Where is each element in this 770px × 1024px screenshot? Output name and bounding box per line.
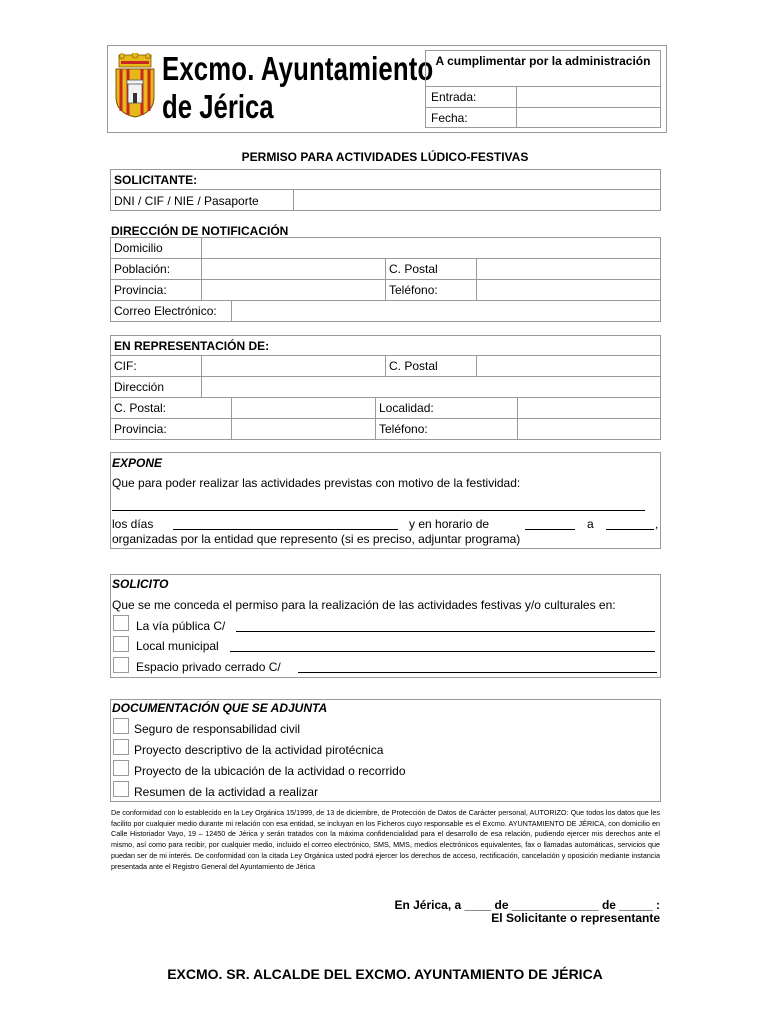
rep-cpostal-field[interactable] — [478, 357, 660, 375]
cpostal-label: C. Postal — [389, 262, 438, 276]
correo-label: Correo Electrónico: — [114, 304, 217, 318]
cif-label: CIF: — [114, 359, 137, 373]
expone-heading: EXPONE — [112, 456, 163, 470]
dias-field[interactable] — [173, 529, 398, 530]
rep-telefono-label: Teléfono: — [379, 422, 428, 436]
direccion-field[interactable] — [203, 378, 660, 396]
rep-cpostal2-field[interactable] — [233, 399, 374, 417]
admin-divider — [425, 107, 661, 108]
col-divider — [517, 397, 518, 440]
col-divider — [476, 258, 477, 300]
org-title-line1: Excmo. Ayuntamiento — [162, 50, 434, 87]
signature-label: El Solicitante o representante — [491, 911, 660, 925]
local-municipal-field[interactable] — [230, 651, 655, 652]
fecha-label: Fecha: — [431, 111, 468, 125]
seguro-checkbox[interactable] — [113, 718, 129, 734]
notificacion-heading: DIRECCIÓN DE NOTIFICACIÓN — [111, 224, 289, 238]
representacion-heading: EN REPRESENTACIÓN DE: — [114, 339, 270, 353]
via-publica-field[interactable] — [236, 631, 655, 632]
espacio-privado-label: Espacio privado cerrado C/ — [136, 660, 281, 674]
resumen-checkbox[interactable] — [113, 781, 129, 797]
dni-label: DNI / CIF / NIE / Pasaporte — [114, 194, 259, 208]
solicito-text: Que se me conceda el permiso para la realización de las actividades festivas y/o culturales en: — [112, 598, 616, 612]
festividad-field[interactable] — [112, 510, 645, 511]
horario-a-label: a — [587, 517, 594, 531]
seguro-label: Seguro de responsabilidad civil — [134, 722, 301, 736]
expone-text-2: organizadas por la entidad que represento (si es preciso, adjuntar programa) — [112, 532, 521, 546]
provincia-field[interactable] — [203, 281, 384, 299]
row-divider — [110, 376, 661, 377]
col-divider — [375, 397, 376, 440]
col-divider — [476, 355, 477, 376]
coat-of-arms-logo — [113, 53, 157, 119]
col-divider — [201, 355, 202, 397]
domicilio-label: Domicilio — [114, 241, 163, 255]
comma: , — [655, 517, 659, 531]
cpostal-field[interactable] — [478, 260, 660, 278]
espacio-privado-checkbox[interactable] — [113, 657, 129, 673]
rep-cpostal2-label: C. Postal: — [114, 401, 167, 415]
rep-provincia-field[interactable] — [233, 420, 374, 438]
org-title-line2: de Jérica — [162, 88, 274, 125]
rep-telefono-field[interactable] — [519, 420, 660, 438]
col-divider — [231, 300, 232, 322]
via-publica-label: La vía pública C/ — [136, 619, 226, 633]
proyecto-pirotecnico-checkbox[interactable] — [113, 739, 129, 755]
col-divider — [385, 258, 386, 300]
entrada-label: Entrada: — [431, 90, 477, 104]
col-divider — [231, 397, 232, 440]
espacio-privado-field[interactable] — [298, 672, 657, 673]
rep-provincia-label: Provincia: — [114, 422, 167, 436]
proyecto-pirotecnico-label: Proyecto descriptivo de la actividad pirotécnica — [134, 743, 384, 757]
proyecto-ubicacion-label: Proyecto de la ubicación de la actividad o recorrido — [134, 764, 406, 778]
expone-text: Que para poder realizar las actividades previstas con motivo de la festividad: — [112, 476, 521, 490]
col-divider — [385, 355, 386, 376]
telefono-label: Teléfono: — [389, 283, 438, 297]
solicitante-heading: SOLICITANTE: — [114, 173, 198, 187]
footer-addressee: EXCMO. SR. ALCALDE DEL EXCMO. AYUNTAMIENTO DE JÉRICA — [167, 966, 603, 982]
provincia-label: Provincia: — [114, 283, 167, 297]
cif-field[interactable] — [203, 357, 384, 375]
dias-label: los días — [112, 517, 154, 531]
dni-field[interactable] — [295, 191, 659, 209]
col-divider — [293, 189, 294, 211]
direccion-label: Dirección — [114, 380, 165, 394]
localidad-field[interactable] — [519, 399, 660, 417]
horario-to-field[interactable] — [606, 529, 654, 530]
row-divider — [110, 397, 661, 398]
poblacion-label: Población: — [114, 262, 171, 276]
col-divider — [201, 237, 202, 300]
admin-divider — [425, 86, 661, 87]
row-divider — [110, 300, 661, 301]
poblacion-field[interactable] — [203, 260, 384, 278]
local-municipal-checkbox[interactable] — [113, 636, 129, 652]
legal-notice: De conformidad con lo establecido en la Ley Orgánica 15/1999, de 13 de diciembre, de Protección de Datos de Carácter personal, AUTORIZO: Que todos los datos que les facilito por cualquier medio durante mi relación con esa entidad, se incluyan en los Ficheros cuyo responsable es el Excmo. AYUNTAMIENTO DE JÉRICA, con domicilio en Calle Historiador Vayo, 19 – 12450 de Jérica y serán tratados con la máxima confidencialidad para el desarrollo de esa relación, pudiendo ejercer mis derechos ante el mismo, así como para recibir, por cualquier medio, incluido el correo electrónico, SMS, MMS, medios electrónicos equivalentes, fax o llamadas automáticas, servicios que puedan ser de mi interés. De conformidad con la citada Ley Orgánica usted podrá ejercer los derechos de acceso, rectificación, cancelación y oposición mediante instancia presentada ante el Registro General del Ayuntamiento de Jérica — [111, 808, 660, 871]
signature-date-line: En Jérica, a ____ de _____________ de _____ : — [394, 898, 660, 912]
fecha-field[interactable] — [518, 109, 660, 127]
local-municipal-label: Local municipal — [136, 639, 219, 653]
proyecto-ubicacion-checkbox[interactable] — [113, 760, 129, 776]
row-divider — [110, 189, 661, 190]
via-publica-checkbox[interactable] — [113, 615, 129, 631]
solicito-heading: SOLICITO — [112, 577, 169, 591]
resumen-label: Resumen de la actividad a realizar — [134, 785, 319, 799]
correo-field[interactable] — [233, 302, 660, 320]
admin-box-title: A cumplimentar por la administración — [435, 54, 651, 68]
domicilio-field[interactable] — [203, 239, 660, 257]
horario-from-field[interactable] — [525, 529, 575, 530]
entrada-field[interactable] — [518, 88, 660, 106]
admin-divider — [516, 86, 517, 128]
rep-cpostal-label: C. Postal — [389, 359, 438, 373]
horario-label: y en horario de — [409, 517, 490, 531]
documentacion-heading: DOCUMENTACIÓN QUE SE ADJUNTA — [112, 701, 328, 715]
localidad-label: Localidad: — [379, 401, 434, 415]
telefono-field[interactable] — [478, 281, 660, 299]
form-title: PERMISO PARA ACTIVIDADES LÚDICO-FESTIVAS — [241, 150, 529, 164]
row-divider — [110, 418, 661, 419]
